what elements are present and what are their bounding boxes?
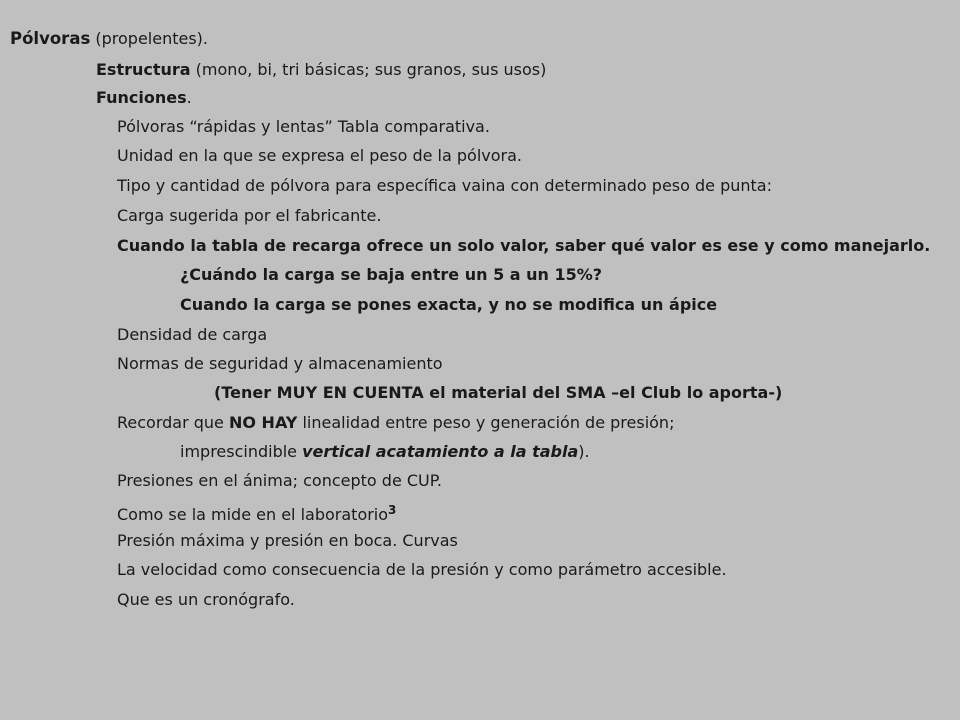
line-tener-cuenta: (Tener MUY EN CUENTA el material del SMA –el Club lo aporta-) [214, 383, 783, 402]
line-imprescindible-b: vertical acatamiento a la tabla [302, 442, 579, 461]
line-normas: Normas de seguridad y almacenamiento [117, 354, 443, 373]
line-recordar [117, 413, 674, 433]
line-funciones-bold: Funciones [96, 88, 187, 107]
line-unidad: Unidad en la que se expresa el peso de la pólvora. [117, 146, 523, 165]
line-estructura-bold: Estructura [96, 60, 191, 79]
line-presion-maxima: Presión máxima y presión en boca. Curvas [117, 531, 458, 550]
line-carga-exacta: Cuando la carga se pones exacta, y no se modifica un ápice [180, 295, 718, 314]
line-imprescindible-c: ). [578, 442, 590, 461]
line-recordar-b: NO HAY [228, 413, 298, 432]
title-rest: (propelentes). [90, 29, 208, 48]
line-tipo-cantidad: Tipo y cantidad de pólvora para específica vaina con determinado peso de punta: [117, 176, 772, 195]
line-carga-sugerida: Carga sugerida por el fabricante. [117, 206, 382, 225]
superscript-3: 3 [388, 503, 397, 517]
line-recordar-c: linealidad entre peso y generación de presión; [297, 413, 675, 432]
slide-title [10, 29, 208, 49]
line-cronografo: Que es un cronógrafo. [117, 590, 295, 609]
line-funciones [96, 88, 192, 108]
line-imprescindible-a: imprescindible [180, 442, 303, 461]
line-cuando-baja: ¿Cuándo la carga se baja entre un 5 a un 15%? [180, 265, 603, 284]
line-densidad: Densidad de carga [117, 325, 268, 344]
line-polvoras-rapidas: Pólvoras “rápidas y lentas” Tabla comparativa. [117, 117, 490, 136]
title-bold: Pólvoras [10, 29, 91, 48]
line-tabla-recarga: Cuando la tabla de recarga ofrece un solo valor, saber qué valor es ese y como manejarlo. [117, 236, 931, 255]
line-velocidad: La velocidad como consecuencia de la presión y como parámetro accesible. [117, 560, 727, 579]
line-como-mide [117, 500, 396, 525]
line-estructura-rest: (mono, bi, tri básicas; sus granos, sus usos) [190, 60, 547, 79]
line-presiones: Presiones en el ánima; concepto de CUP. [117, 471, 442, 490]
line-recordar-a: Recordar que [117, 413, 229, 432]
line-estructura [96, 60, 546, 80]
line-funciones-rest: . [186, 88, 192, 107]
line-como-mide-text: Como se la mide en el laboratorio [117, 505, 389, 524]
line-imprescindible [180, 442, 590, 462]
